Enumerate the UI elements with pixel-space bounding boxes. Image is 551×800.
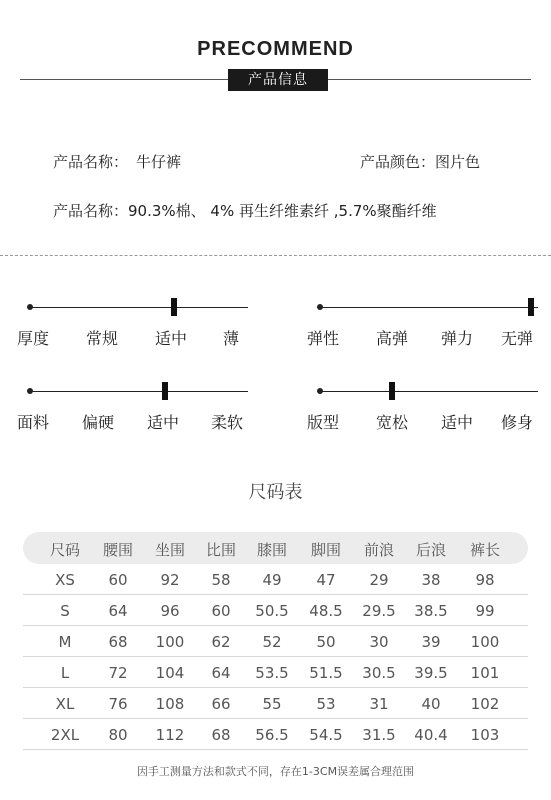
size-table-header-cell: 腰围 (102, 541, 133, 559)
size-table-size-cell: XL (55, 695, 75, 713)
footnote: 因手工测量方法和款式不同，存在1-3CM误差属合理范围 (136, 765, 415, 778)
size-table-size-cell: M (58, 633, 72, 651)
size-table-cell: 98 (475, 571, 495, 589)
size-table-cell: 66 (211, 695, 231, 713)
size-table-cell: 103 (470, 726, 500, 744)
size-table-row-divider (23, 687, 528, 688)
scale-label: 修身 (500, 413, 533, 432)
size-table-cell: 101 (470, 664, 500, 682)
size-table-cell: 40 (421, 695, 441, 713)
size-table-cell: 68 (108, 633, 128, 651)
size-table-size-cell: 2XL (50, 726, 80, 744)
scale-label: 偏硬 (81, 413, 114, 432)
size-table-title: 尺码表 (248, 482, 303, 503)
size-table-cell: 40.4 (414, 726, 448, 744)
size-table-cell: 62 (211, 633, 231, 651)
scale-label: 宽松 (375, 413, 408, 432)
size-table-cell: 38 (421, 571, 441, 589)
scale-track (320, 307, 538, 308)
size-table-cell: 100 (155, 633, 185, 651)
scale-label: 适中 (146, 413, 179, 432)
size-table-cell: 104 (155, 664, 185, 682)
size-table-cell: 64 (108, 602, 128, 620)
size-table-cell: 58 (211, 571, 231, 589)
size-table-row-divider (23, 625, 528, 626)
size-table-cell: 48.5 (309, 602, 343, 620)
product-fabric-label: 产品名称： (53, 202, 129, 220)
size-table-cell: 30 (369, 633, 389, 651)
size-table-cell: 100 (470, 633, 500, 651)
scale-track (320, 391, 538, 392)
size-table-header-cell: 裤长 (469, 541, 500, 559)
scale-label: 薄 (222, 329, 239, 348)
scale-marker (389, 382, 395, 400)
size-table-header-cell: 脚围 (310, 541, 341, 559)
size-table-size-cell: S (60, 602, 70, 620)
size-table-cell: 99 (475, 602, 495, 620)
size-table-cell: 60 (211, 602, 231, 620)
size-table-row-divider (23, 749, 528, 750)
size-table-cell: 29 (369, 571, 389, 589)
size-table-cell: 60 (108, 571, 128, 589)
size-table-cell: 96 (160, 602, 180, 620)
scale-track (30, 391, 248, 392)
size-table-row-divider (23, 594, 528, 595)
size-table-cell: 54.5 (309, 726, 343, 744)
size-table-cell: 92 (160, 571, 180, 589)
scale-label: 版型 (306, 413, 339, 432)
scale-start-dot (317, 388, 323, 394)
scale-label: 柔软 (210, 413, 243, 432)
scale-start-dot (317, 304, 323, 310)
scale-start-dot (27, 304, 33, 310)
page-title: PRECOMMEND (197, 38, 354, 60)
scale-marker (528, 298, 534, 316)
size-table-cell: 102 (470, 695, 500, 713)
scale-label: 常规 (85, 329, 118, 348)
size-table-cell: 52 (262, 633, 282, 651)
scale-label: 无弹 (500, 329, 533, 348)
size-table-cell: 31 (369, 695, 389, 713)
size-table-cell: 30.5 (362, 664, 396, 682)
size-table-size-cell: XS (55, 571, 75, 589)
size-table-header-cell: 尺码 (49, 541, 80, 559)
size-table-row-divider (23, 718, 528, 719)
size-table-cell: 72 (108, 664, 128, 682)
size-table-header-cell: 坐围 (154, 541, 185, 559)
size-table-cell: 50.5 (255, 602, 289, 620)
size-table-header-cell: 膝围 (256, 541, 287, 559)
scale-marker (162, 382, 168, 400)
scale-label: 面料 (16, 413, 49, 432)
scale-marker (171, 298, 177, 316)
scale-label: 高弹 (375, 329, 408, 348)
product-fabric-row (53, 200, 437, 221)
size-table-header-cell: 后浪 (415, 541, 446, 559)
size-table-cell: 47 (316, 571, 336, 589)
size-table-cell: 53 (316, 695, 336, 713)
size-table-cell: 51.5 (309, 664, 343, 682)
size-table-cell: 64 (211, 664, 231, 682)
size-table-cell: 55 (262, 695, 282, 713)
scale-label: 弹力 (440, 329, 473, 348)
product-color-row (360, 151, 480, 172)
scale-label: 厚度 (16, 329, 49, 348)
scale-label: 弹性 (306, 329, 339, 348)
size-table-cell: 39 (421, 633, 441, 651)
scale-track (30, 307, 248, 308)
size-table-cell: 80 (108, 726, 128, 744)
product-color-label: 产品颜色： (360, 153, 436, 171)
size-table-size-cell: L (60, 664, 70, 682)
size-table-header-cell: 比围 (205, 541, 236, 559)
size-table-cell: 76 (108, 695, 128, 713)
size-table-cell: 56.5 (255, 726, 289, 744)
product-name-value: 牛仔裤 (136, 153, 182, 171)
size-table-cell: 112 (155, 726, 185, 744)
size-table-cell: 68 (211, 726, 231, 744)
product-color-value: 图片色 (435, 153, 481, 171)
scale-label: 适中 (154, 329, 187, 348)
size-table-cell: 50 (316, 633, 336, 651)
size-table-cell: 53.5 (255, 664, 289, 682)
size-table-cell: 108 (155, 695, 185, 713)
scale-start-dot (27, 388, 33, 394)
section-badge: 产品信息 (228, 69, 328, 91)
section-divider (0, 255, 551, 256)
size-table-cell: 39.5 (414, 664, 448, 682)
size-table-header-cell: 前浪 (363, 541, 394, 559)
product-name-row (53, 151, 181, 172)
size-table-cell: 29.5 (362, 602, 396, 620)
scale-label: 适中 (440, 413, 473, 432)
size-table-row-divider (23, 656, 528, 657)
size-table-cell: 38.5 (414, 602, 448, 620)
size-table-cell: 31.5 (362, 726, 396, 744)
size-table-cell: 49 (262, 571, 282, 589)
product-name-label: 产品名称： (53, 153, 129, 171)
product-fabric-value: 90.3%棉、 4% 再生纤维素纤 ,5.7%聚酯纤维 (128, 202, 437, 220)
